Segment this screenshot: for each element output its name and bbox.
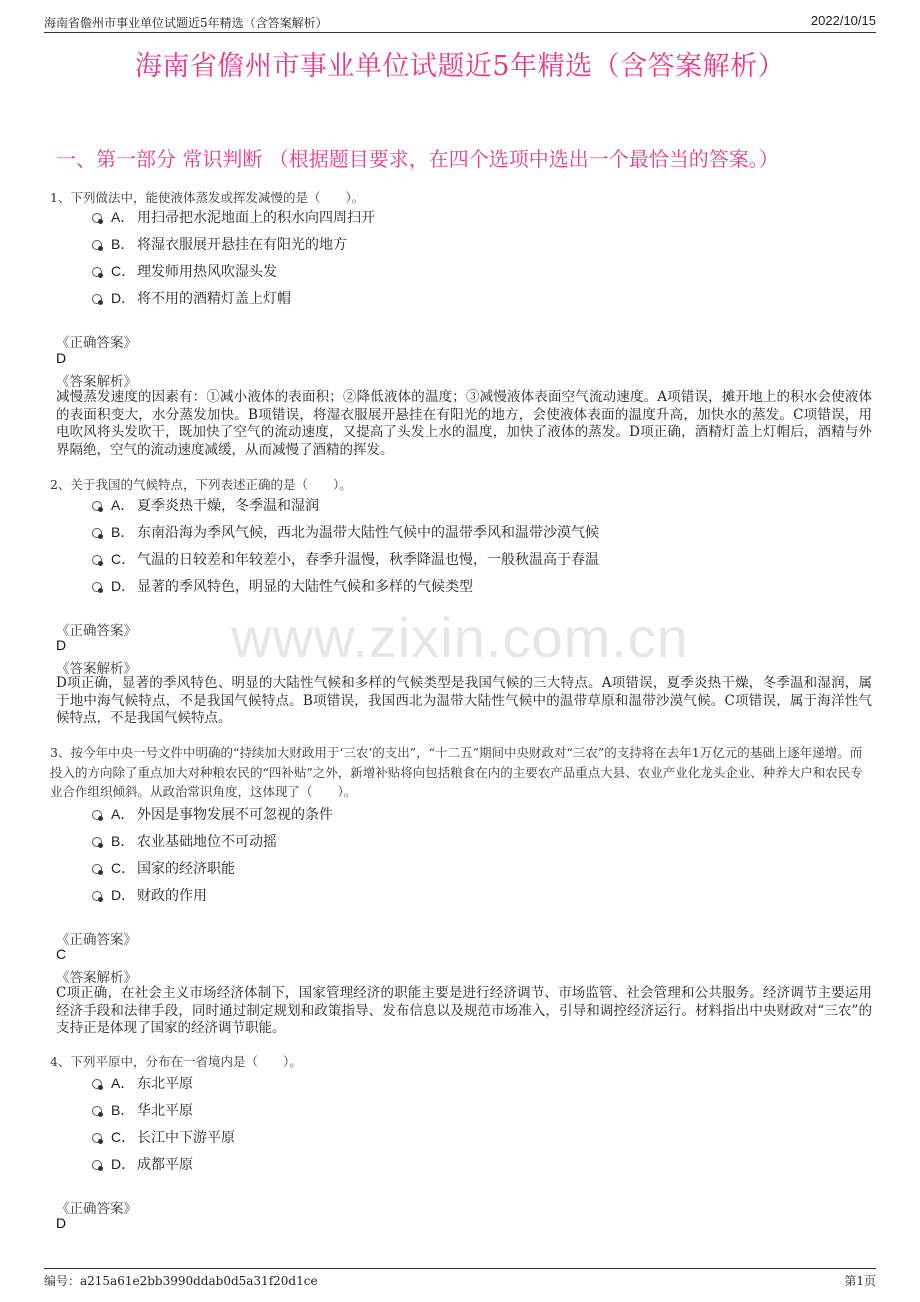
- radio-icon[interactable]: [92, 1106, 102, 1116]
- question-3-option-a[interactable]: A． 外因是事物发展不可忽视的条件: [92, 804, 333, 824]
- header-title: 海南省儋州市事业单位试题近5年精选（含答案解析）: [44, 16, 328, 30]
- question-2-option-c[interactable]: C． 气温的日较差和年较差小，春季升温慢，秋季降温也慢，一般秋温高于春温: [92, 549, 599, 569]
- page-header: [44, 12, 876, 33]
- explanation-label: 《答案解析》: [56, 374, 137, 390]
- watermark: www.zixin.com.cn: [231, 606, 689, 669]
- question-4-answer: D: [56, 1215, 67, 1231]
- question-3-option-d[interactable]: D． 财政的作用: [92, 885, 207, 905]
- radio-icon[interactable]: [92, 864, 102, 874]
- explanation-label: 《答案解析》: [56, 661, 137, 677]
- question-4-option-b[interactable]: B． 华北平原: [92, 1100, 193, 1120]
- question-1-option-d[interactable]: D． 将不用的酒精灯盖上灯帽: [92, 288, 291, 308]
- question-3-answer: C: [56, 946, 67, 962]
- question-3-option-b[interactable]: B． 农业基础地位不可动摇: [92, 831, 277, 851]
- question-2-option-a[interactable]: A． 夏季炎热干燥，冬季温和湿润: [92, 495, 319, 515]
- document-title: 海南省儋州市事业单位试题近5年精选（含答案解析）: [134, 51, 786, 82]
- question-3-stem: 3、按今年中央一号文件中明确的“持续加大财政用于‘三农’的支出”，“十二五”期间中央财政对“三农”的支持将在去年1万亿元的基础上逐年递增。而投入的方向除了重点加大对种粮农民的“四补贴”之外，新增补贴将向包括粮食在内的主要农产品重点大县、农业产业化龙头企业、种养大户和农民专业合作组织倾斜。从政治常识角度，这体现了（ ）。: [50, 745, 863, 799]
- answer-label: 《正确答案》: [56, 1201, 137, 1217]
- question-2-answer: D: [56, 637, 67, 653]
- radio-icon[interactable]: [92, 810, 102, 820]
- answer-label: 《正确答案》: [56, 335, 137, 351]
- question-4-option-d[interactable]: D． 成都平原: [92, 1154, 193, 1174]
- radio-icon[interactable]: [92, 837, 102, 847]
- question-4-option-a[interactable]: A． 东北平原: [92, 1073, 193, 1093]
- radio-icon[interactable]: [92, 1133, 102, 1143]
- radio-icon[interactable]: [92, 213, 102, 223]
- radio-icon[interactable]: [92, 582, 102, 592]
- section-heading: 一、第一部分 常识判断 （根据题目要求，在四个选项中选出一个最恰当的答案。）: [56, 147, 779, 171]
- radio-icon[interactable]: [92, 267, 102, 277]
- radio-icon[interactable]: [92, 501, 102, 511]
- question-1-option-b[interactable]: B． 将湿衣服展开悬挂在有阳光的地方: [92, 234, 347, 254]
- radio-icon[interactable]: [92, 555, 102, 565]
- question-1-stem: 1、下列做法中，能使液体蒸发或挥发减慢的是（ ）。: [50, 190, 365, 205]
- question-1-option-c[interactable]: C． 理发师用热风吹湿头发: [92, 261, 277, 281]
- radio-icon[interactable]: [92, 1160, 102, 1170]
- page-footer: [44, 1268, 876, 1291]
- question-3-explanation: C项正确，在社会主义市场经济体制下，国家管理经济的职能主要是进行经济调节、市场监管、社会管理和公共服务。经济调节主要运用经济手段和法律手段，同时通过制定规划和政策指导、发布信息以及规范市场准入，引导和调控经济运行。材料指出中央财政对“三农”的支持正是体现了国家的经济调节职能。: [56, 985, 872, 1036]
- radio-icon[interactable]: [92, 240, 102, 250]
- answer-label: 《正确答案》: [56, 623, 137, 639]
- question-4-stem: 4、下列平原中，分布在一省境内是（ ）。: [50, 1054, 302, 1069]
- question-4-option-c[interactable]: C． 长江中下游平原: [92, 1127, 235, 1147]
- explanation-label: 《答案解析》: [56, 970, 137, 986]
- question-2-stem: 2、关于我国的气候特点，下列表述正确的是（ ）。: [50, 477, 352, 492]
- document-id: 编号：a215a61e2bb3990ddab0d5a31f20d1ce: [44, 1274, 318, 1288]
- radio-icon[interactable]: [92, 294, 102, 304]
- radio-icon[interactable]: [92, 891, 102, 901]
- question-2-option-d[interactable]: D． 显著的季风特色，明显的大陆性气候和多样的气候类型: [92, 576, 473, 596]
- header-date: 2022/10/15: [810, 13, 876, 28]
- radio-icon[interactable]: [92, 1079, 102, 1089]
- question-1-explanation: 减慢蒸发速度的因素有：①减小液体的表面积；②降低液体的温度；③减慢液体表面空气流动速度。A项错误，摊开地上的积水会使液体的表面积变大，水分蒸发加快。B项错误，将湿衣服展开悬挂在有阳光的地方，会使液体表面的温度升高，加快水的蒸发。C项错误，用电吹风将头发吹干，既加快了空气的流动速度，又提高了头发上水的温度，加快了液体的蒸发。D项正确，酒精灯盖上灯帽后，酒精与外界隔绝，空气的流动速度减缓，从而减慢了酒精的挥发。: [56, 389, 872, 458]
- question-2-option-b[interactable]: B． 东南沿海为季风气候，西北为温带大陆性气候中的温带季风和温带沙漠气候: [92, 522, 599, 542]
- page-number: 第1页: [844, 1274, 876, 1288]
- question-1-option-a[interactable]: A． 用扫帚把水泥地面上的积水向四周扫开: [92, 207, 375, 227]
- question-3-option-c[interactable]: C． 国家的经济职能: [92, 858, 235, 878]
- question-1-answer: D: [56, 350, 67, 366]
- question-2-explanation: D项正确，显著的季风特色、明显的大陆性气候和多样的气候类型是我国气候的三大特点。A项错误，夏季炎热干燥，冬季温和湿润，属于地中海气候特点，不是我国气候特点。B项错误，我国西北为温带大陆性气候中的温带草原和温带沙漠气候。C项错误，属于海洋性气候特点，不是我国气候特点。: [56, 675, 872, 726]
- radio-icon[interactable]: [92, 528, 102, 538]
- answer-label: 《正确答案》: [56, 932, 137, 948]
